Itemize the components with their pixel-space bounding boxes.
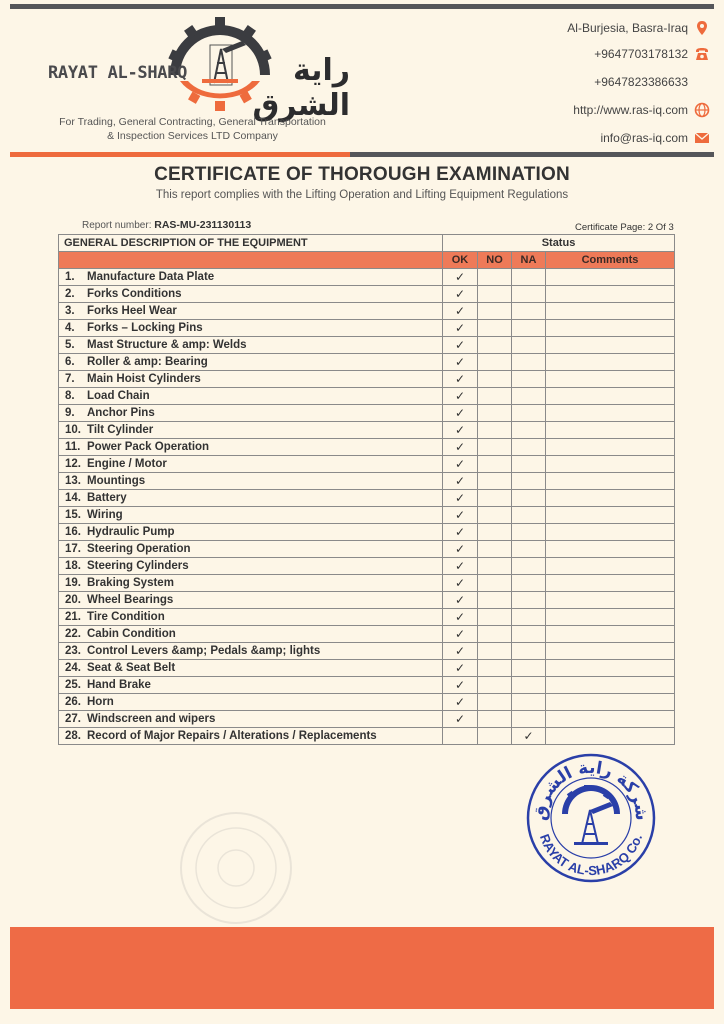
equipment-item bbox=[59, 677, 443, 694]
status-ok-cell bbox=[443, 456, 478, 473]
header-description: GENERAL DESCRIPTION OF THE EQUIPMENT bbox=[59, 235, 443, 252]
email-text[interactable]: info@ras-iq.com bbox=[600, 131, 688, 145]
equipment-item bbox=[59, 575, 443, 592]
status-na-cell bbox=[512, 320, 546, 337]
table-row bbox=[59, 286, 675, 303]
footer-band bbox=[10, 927, 714, 1009]
comments-cell bbox=[546, 558, 675, 575]
item-label: Control Levers &amp; Pedals &amp; lights bbox=[87, 645, 321, 657]
equipment-item bbox=[59, 643, 443, 660]
item-number: 11. bbox=[65, 441, 81, 453]
item-number: 6. bbox=[65, 356, 75, 368]
status-no-cell bbox=[478, 507, 512, 524]
header-comments: Comments bbox=[546, 252, 675, 269]
item-label: Forks Conditions bbox=[87, 288, 182, 300]
table-row bbox=[59, 711, 675, 728]
status-ok-cell bbox=[443, 439, 478, 456]
check-mark-icon: ✓ bbox=[454, 287, 466, 301]
status-no-cell bbox=[478, 354, 512, 371]
status-no-cell bbox=[478, 609, 512, 626]
item-number: 7. bbox=[65, 373, 75, 385]
status-na-cell bbox=[512, 609, 546, 626]
examination-table bbox=[58, 234, 675, 745]
equipment-item bbox=[59, 354, 443, 371]
check-mark-icon: ✓ bbox=[454, 695, 466, 709]
status-no-cell bbox=[478, 728, 512, 745]
comments-cell bbox=[546, 422, 675, 439]
check-mark-icon: ✓ bbox=[454, 372, 466, 386]
phone-2-text: +9647823386633 bbox=[594, 75, 688, 89]
certificate-page-number: Certificate Page: 2 Of 3 bbox=[575, 222, 674, 233]
item-label: Anchor Pins bbox=[87, 407, 155, 419]
equipment-item bbox=[59, 371, 443, 388]
header-divider-gray bbox=[350, 152, 714, 157]
table-row bbox=[59, 694, 675, 711]
comments-cell bbox=[546, 660, 675, 677]
status-no-cell bbox=[478, 711, 512, 728]
equipment-item bbox=[59, 456, 443, 473]
status-no-cell bbox=[478, 456, 512, 473]
equipment-item bbox=[59, 728, 443, 745]
table-row bbox=[59, 303, 675, 320]
status-no-cell bbox=[478, 558, 512, 575]
item-number: 5. bbox=[65, 339, 75, 351]
status-ok-cell bbox=[443, 711, 478, 728]
check-mark-icon: ✓ bbox=[454, 270, 466, 284]
stamp-arabic-text: شركة راية الشرق bbox=[530, 757, 652, 822]
item-label: Wheel Bearings bbox=[87, 594, 174, 606]
check-mark-icon: ✓ bbox=[454, 406, 466, 420]
table-body bbox=[59, 269, 675, 745]
comments-cell bbox=[546, 592, 675, 609]
status-no-cell bbox=[478, 660, 512, 677]
status-no-cell bbox=[478, 286, 512, 303]
status-na-cell bbox=[512, 524, 546, 541]
status-ok-cell bbox=[443, 337, 478, 354]
item-number: 28. bbox=[65, 730, 81, 742]
comments-cell bbox=[546, 643, 675, 660]
equipment-item bbox=[59, 337, 443, 354]
report-number-line bbox=[82, 219, 251, 231]
status-ok-cell bbox=[443, 558, 478, 575]
company-stamp bbox=[524, 752, 658, 884]
check-mark-icon: ✓ bbox=[454, 678, 466, 692]
status-no-cell bbox=[478, 422, 512, 439]
item-label: Cabin Condition bbox=[87, 628, 176, 640]
equipment-item bbox=[59, 405, 443, 422]
table-row bbox=[59, 524, 675, 541]
comments-cell bbox=[546, 694, 675, 711]
phone-row-2 bbox=[594, 73, 710, 91]
report-number-label: Report number: bbox=[82, 220, 152, 231]
item-label: Record of Major Repairs / Alterations / Replacements bbox=[87, 730, 377, 742]
item-label: Steering Operation bbox=[87, 543, 191, 555]
equipment-item bbox=[59, 286, 443, 303]
check-mark-icon: ✓ bbox=[454, 304, 466, 318]
item-label: Hand Brake bbox=[87, 679, 151, 691]
status-ok-cell bbox=[443, 728, 478, 745]
status-ok-cell bbox=[443, 320, 478, 337]
email-row bbox=[600, 129, 710, 147]
table-row bbox=[59, 371, 675, 388]
status-na-cell bbox=[512, 388, 546, 405]
svg-text:RAYAT AL-SHARQ Co. bbox=[537, 832, 645, 878]
envelope-icon bbox=[694, 130, 710, 146]
table-row bbox=[59, 660, 675, 677]
check-mark-icon: ✓ bbox=[454, 610, 466, 624]
status-na-cell bbox=[512, 677, 546, 694]
item-number: 18. bbox=[65, 560, 81, 572]
status-ok-cell bbox=[443, 422, 478, 439]
table-row bbox=[59, 320, 675, 337]
report-number-value: RAS-MU-231130113 bbox=[154, 219, 252, 231]
table-row bbox=[59, 490, 675, 507]
status-ok-cell bbox=[443, 388, 478, 405]
status-na-cell bbox=[512, 405, 546, 422]
table-row bbox=[59, 473, 675, 490]
item-number: 15. bbox=[65, 509, 81, 521]
check-mark-icon: ✓ bbox=[454, 355, 466, 369]
item-label: Power Pack Operation bbox=[87, 441, 210, 453]
status-na-cell bbox=[512, 439, 546, 456]
status-ok-cell bbox=[443, 575, 478, 592]
company-description-line-2: & Inspection Services LTD Company bbox=[107, 130, 278, 142]
status-na-cell bbox=[512, 337, 546, 354]
status-ok-cell bbox=[443, 677, 478, 694]
equipment-item bbox=[59, 422, 443, 439]
comments-cell bbox=[546, 371, 675, 388]
status-ok-cell bbox=[443, 354, 478, 371]
table-row bbox=[59, 626, 675, 643]
item-number: 12. bbox=[65, 458, 81, 470]
check-mark-icon: ✓ bbox=[454, 712, 466, 726]
item-number: 8. bbox=[65, 390, 75, 402]
address-row bbox=[567, 19, 710, 37]
item-number: 14. bbox=[65, 492, 81, 504]
table-row bbox=[59, 422, 675, 439]
equipment-item bbox=[59, 711, 443, 728]
status-na-cell bbox=[512, 626, 546, 643]
phone-1-text: +9647703178132 bbox=[594, 47, 688, 61]
item-number: 1. bbox=[65, 271, 75, 283]
comments-cell bbox=[546, 626, 675, 643]
table-row bbox=[59, 507, 675, 524]
status-ok-cell bbox=[443, 524, 478, 541]
website-row bbox=[573, 101, 710, 119]
status-ok-cell bbox=[443, 609, 478, 626]
status-no-cell bbox=[478, 575, 512, 592]
item-label: Forks – Locking Pins bbox=[87, 322, 203, 334]
item-number: 23. bbox=[65, 645, 81, 657]
item-label: Horn bbox=[87, 696, 114, 708]
item-label: Engine / Motor bbox=[87, 458, 167, 470]
item-label: Wiring bbox=[87, 509, 123, 521]
stamp-english-text: RAYAT AL-SHARQ Co. bbox=[536, 831, 646, 879]
check-mark-icon: ✓ bbox=[454, 440, 466, 454]
subheader-blank bbox=[59, 252, 443, 269]
equipment-item bbox=[59, 473, 443, 490]
item-label: Braking System bbox=[87, 577, 174, 589]
equipment-item bbox=[59, 609, 443, 626]
status-ok-cell bbox=[443, 490, 478, 507]
status-ok-cell bbox=[443, 694, 478, 711]
comments-cell bbox=[546, 286, 675, 303]
item-number: 2. bbox=[65, 288, 75, 300]
status-no-cell bbox=[478, 337, 512, 354]
status-na-cell bbox=[512, 643, 546, 660]
comments-cell bbox=[546, 524, 675, 541]
comments-cell bbox=[546, 320, 675, 337]
header-divider-orange bbox=[10, 152, 350, 157]
check-mark-icon: ✓ bbox=[454, 644, 466, 658]
logo-arabic-name: راية الشرق bbox=[252, 53, 350, 123]
status-ok-cell bbox=[443, 371, 478, 388]
status-na-cell bbox=[512, 694, 546, 711]
header-status: Status bbox=[443, 235, 675, 252]
table-row bbox=[59, 388, 675, 405]
status-ok-cell bbox=[443, 660, 478, 677]
comments-cell bbox=[546, 456, 675, 473]
check-mark-icon: ✓ bbox=[454, 321, 466, 335]
status-na-cell bbox=[512, 269, 546, 286]
item-number: 19. bbox=[65, 577, 81, 589]
item-label: Hydraulic Pump bbox=[87, 526, 175, 538]
item-number: 26. bbox=[65, 696, 81, 708]
status-na-cell bbox=[512, 660, 546, 677]
status-na-cell bbox=[512, 473, 546, 490]
status-na-cell bbox=[512, 541, 546, 558]
table-row bbox=[59, 677, 675, 694]
item-label: Tire Condition bbox=[87, 611, 165, 623]
equipment-item bbox=[59, 490, 443, 507]
item-number: 13. bbox=[65, 475, 81, 487]
status-na-cell bbox=[512, 507, 546, 524]
item-number: 27. bbox=[65, 713, 81, 725]
equipment-item bbox=[59, 524, 443, 541]
globe-icon bbox=[694, 102, 710, 118]
comments-cell bbox=[546, 609, 675, 626]
status-na-cell bbox=[512, 711, 546, 728]
status-no-cell bbox=[478, 541, 512, 558]
item-number: 25. bbox=[65, 679, 81, 691]
status-na-cell bbox=[512, 286, 546, 303]
status-no-cell bbox=[478, 677, 512, 694]
table-row bbox=[59, 609, 675, 626]
comments-cell bbox=[546, 388, 675, 405]
check-mark-icon: ✓ bbox=[454, 542, 466, 556]
check-mark-icon: ✓ bbox=[454, 423, 466, 437]
status-na-cell bbox=[512, 490, 546, 507]
table-row bbox=[59, 592, 675, 609]
address-text: Al-Burjesia, Basra-Iraq bbox=[567, 21, 688, 35]
comments-cell bbox=[546, 728, 675, 745]
table-row bbox=[59, 558, 675, 575]
status-no-cell bbox=[478, 388, 512, 405]
top-divider bbox=[10, 4, 714, 9]
item-number: 4. bbox=[65, 322, 75, 334]
table-row bbox=[59, 541, 675, 558]
item-number: 16. bbox=[65, 526, 81, 538]
item-number: 10. bbox=[65, 424, 81, 436]
table-row bbox=[59, 456, 675, 473]
status-ok-cell bbox=[443, 473, 478, 490]
check-mark-icon: ✓ bbox=[454, 559, 466, 573]
item-number: 24. bbox=[65, 662, 81, 674]
check-mark-icon: ✓ bbox=[454, 576, 466, 590]
status-ok-cell bbox=[443, 626, 478, 643]
comments-cell bbox=[546, 439, 675, 456]
table-row bbox=[59, 643, 675, 660]
status-no-cell bbox=[478, 320, 512, 337]
status-no-cell bbox=[478, 524, 512, 541]
comments-cell bbox=[546, 354, 675, 371]
table-row bbox=[59, 337, 675, 354]
table-row bbox=[59, 354, 675, 371]
equipment-item bbox=[59, 558, 443, 575]
item-label: Steering Cylinders bbox=[87, 560, 189, 572]
status-no-cell bbox=[478, 643, 512, 660]
item-label: Windscreen and wipers bbox=[87, 713, 216, 725]
status-ok-cell bbox=[443, 643, 478, 660]
equipment-item bbox=[59, 320, 443, 337]
table-row bbox=[59, 728, 675, 745]
comments-cell bbox=[546, 269, 675, 286]
document-subtitle: This report complies with the Lifting Operation and Lifting Equipment Regulations bbox=[155, 189, 569, 201]
status-ok-cell bbox=[443, 269, 478, 286]
equipment-item bbox=[59, 541, 443, 558]
status-no-cell bbox=[478, 473, 512, 490]
status-ok-cell bbox=[443, 541, 478, 558]
logo-english-name: RAYAT AL-SHARQ bbox=[48, 63, 188, 83]
equipment-item bbox=[59, 388, 443, 405]
header-na: NA bbox=[512, 252, 546, 269]
stamp-derrick-icon bbox=[562, 785, 620, 845]
check-mark-icon: ✓ bbox=[454, 508, 466, 522]
item-number: 20. bbox=[65, 594, 81, 606]
item-label: Tilt Cylinder bbox=[87, 424, 154, 436]
status-na-cell bbox=[512, 422, 546, 439]
table-subheader-row bbox=[59, 252, 675, 269]
status-ok-cell bbox=[443, 286, 478, 303]
header-no: NO bbox=[478, 252, 512, 269]
status-na-cell bbox=[512, 728, 546, 745]
embossed-seal bbox=[176, 808, 296, 928]
comments-cell bbox=[546, 507, 675, 524]
status-na-cell bbox=[512, 303, 546, 320]
status-na-cell bbox=[512, 354, 546, 371]
comments-cell bbox=[546, 490, 675, 507]
status-na-cell bbox=[512, 558, 546, 575]
equipment-item bbox=[59, 592, 443, 609]
comments-cell bbox=[546, 541, 675, 558]
table-row bbox=[59, 405, 675, 422]
equipment-item bbox=[59, 439, 443, 456]
status-na-cell bbox=[512, 575, 546, 592]
status-ok-cell bbox=[443, 507, 478, 524]
item-number: 3. bbox=[65, 305, 75, 317]
status-no-cell bbox=[478, 269, 512, 286]
status-no-cell bbox=[478, 405, 512, 422]
item-label: Battery bbox=[87, 492, 127, 504]
equipment-item bbox=[59, 694, 443, 711]
item-label: Manufacture Data Plate bbox=[87, 271, 215, 283]
phone-row-1 bbox=[594, 45, 710, 63]
item-label: Load Chain bbox=[87, 390, 150, 402]
equipment-item bbox=[59, 660, 443, 677]
check-mark-icon: ✓ bbox=[454, 627, 466, 641]
status-ok-cell bbox=[443, 592, 478, 609]
check-mark-icon: ✓ bbox=[454, 457, 466, 471]
status-no-cell bbox=[478, 626, 512, 643]
status-na-cell bbox=[512, 456, 546, 473]
location-pin-icon bbox=[694, 20, 710, 36]
item-number: 9. bbox=[65, 407, 75, 419]
equipment-item bbox=[59, 303, 443, 320]
status-na-cell bbox=[512, 371, 546, 388]
item-label: Mountings bbox=[87, 475, 146, 487]
status-no-cell bbox=[478, 592, 512, 609]
check-mark-icon: ✓ bbox=[454, 389, 466, 403]
equipment-item bbox=[59, 507, 443, 524]
item-number: 22. bbox=[65, 628, 81, 640]
status-ok-cell bbox=[443, 303, 478, 320]
equipment-item bbox=[59, 269, 443, 286]
comments-cell bbox=[546, 303, 675, 320]
check-mark-icon: ✓ bbox=[454, 491, 466, 505]
item-number: 17. bbox=[65, 543, 81, 555]
status-no-cell bbox=[478, 303, 512, 320]
status-no-cell bbox=[478, 490, 512, 507]
item-label: Seat & Seat Belt bbox=[87, 662, 176, 674]
item-label: Forks Heel Wear bbox=[87, 305, 177, 317]
status-na-cell bbox=[512, 592, 546, 609]
comments-cell bbox=[546, 473, 675, 490]
company-description-line-1: For Trading, General Contracting, General Transportation bbox=[59, 116, 326, 128]
status-ok-cell bbox=[443, 405, 478, 422]
telephone-icon bbox=[694, 46, 710, 62]
table-row bbox=[59, 439, 675, 456]
check-mark-icon: ✓ bbox=[454, 338, 466, 352]
comments-cell bbox=[546, 677, 675, 694]
item-number: 21. bbox=[65, 611, 81, 623]
check-mark-icon: ✓ bbox=[454, 474, 466, 488]
table-header-row bbox=[59, 235, 675, 252]
comments-cell bbox=[546, 711, 675, 728]
status-no-cell bbox=[478, 694, 512, 711]
item-label: Roller & amp: Bearing bbox=[87, 356, 208, 368]
item-label: Main Hoist Cylinders bbox=[87, 373, 201, 385]
item-label: Mast Structure & amp: Welds bbox=[87, 339, 247, 351]
header-ok: OK bbox=[443, 252, 478, 269]
check-mark-icon: ✓ bbox=[523, 729, 534, 743]
comments-cell bbox=[546, 337, 675, 354]
comments-cell bbox=[546, 575, 675, 592]
status-no-cell bbox=[478, 371, 512, 388]
check-mark-icon: ✓ bbox=[454, 525, 466, 539]
comments-cell bbox=[546, 405, 675, 422]
website-text[interactable]: http://www.ras-iq.com bbox=[573, 103, 688, 117]
check-mark-icon: ✓ bbox=[454, 661, 466, 675]
document-title: CERTIFICATE OF THOROUGH EXAMINATION bbox=[154, 164, 570, 185]
table-row bbox=[59, 575, 675, 592]
status-no-cell bbox=[478, 439, 512, 456]
check-mark-icon: ✓ bbox=[454, 593, 466, 607]
table-row bbox=[59, 269, 675, 286]
equipment-item bbox=[59, 626, 443, 643]
